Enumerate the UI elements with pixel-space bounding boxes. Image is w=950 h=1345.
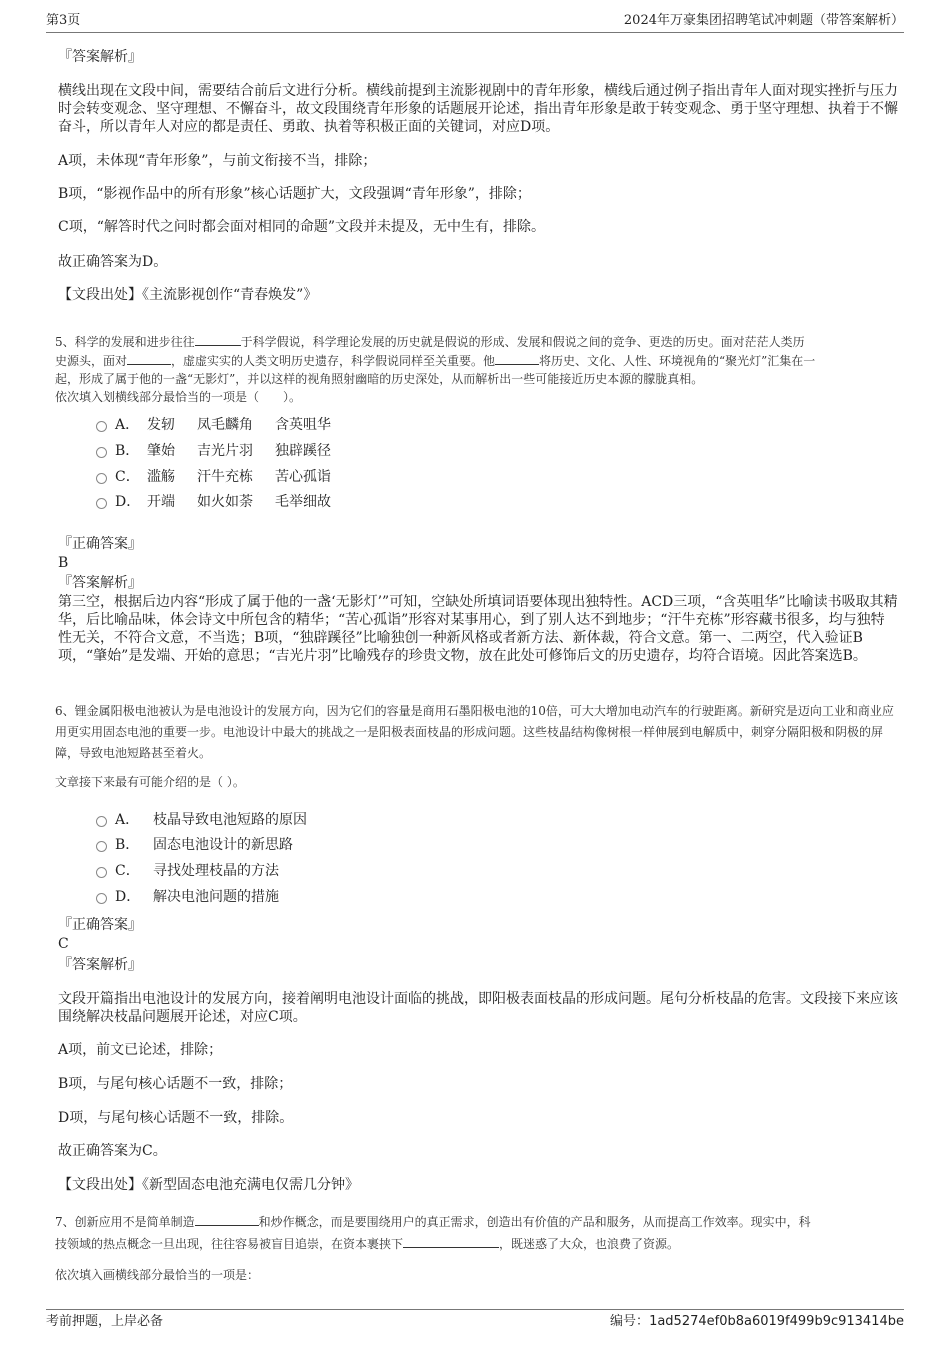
q5-analysis: 第三空，根据后边内容“形成了属于他的一盏‘无影灯’”可知，空缺处所填词语要体现出独特性。ACD三项，“含英咀华”比喻读书吸取其精华，后比喻品味，体会诗文中所包含的精华；“苦心孤诣”形容对某事用心，到了别人达不到地步；“汗牛充栋”形容藏书很多，均与独特性无关，不符合文意，不当选；B项，“独辟蹊径”比喻独创一种新风格或者新方法、新体裁，符合文意。第一、二两空，代入验证B项，“肇始”是发端、开始的意思；“吉光片羽”比喻残存的珍贵文物，放在此处可修饰后文的历史遗存，均符合语境。因此答案选B。 [58,594,898,664]
document-title: 2024年万豪集团招聘笔试冲刺题（带答案解析） [623,13,904,28]
q5-answer-label: 『正确答案』 [58,536,142,552]
q4-option-b-note: B项，“影视作品中的所有形象”核心话题扩大，文段强调“青年形象”，排除； [58,186,531,202]
radio-icon[interactable] [96,447,107,458]
q7-stem-line-2: 技领域的热点概念一旦出现，往往容易被盲目追崇，在资本裹挟下 ，既迷惑了大众，也浪费了资源。 [55,1233,900,1255]
q6-question: 文章接下来最有可能介绍的是（ ）。 [55,775,245,789]
q4-conclusion: 故正确答案为D。 [58,254,168,270]
q6-option-b-note: B项，与尾句核心话题不一致，排除； [58,1076,293,1092]
q4-analysis-text: 横线出现在文段中间，需要结合前后文进行分析。横线前提到主流影视剧中的青年形象，横线后通过例子指出青年人面对现实挫折与压力时会转变观念、坚守理想、不懈奋斗，故文段围绕青年形象的话题展开论述，指出青年形象是敢于转变观念、勇于坚守理想、执着于不懈奋斗，所以青年人对应的都是责任、勇敢、执着等积极正面的关键词，对应D项。 [58,83,898,135]
q6-analysis-label: 『答案解析』 [58,957,142,973]
radio-icon[interactable] [96,473,107,484]
q6-source: 【文段出处】《新型固态电池充满电仅需几分钟》 [58,1177,359,1193]
q5-blank-3 [495,351,539,365]
q5-analysis-label: 『答案解析』 [58,575,142,591]
q6-answer: C [58,936,69,952]
q4-source: 【文段出处】《主流影视创作“青春焕发”》 [58,287,318,303]
q6-option-c[interactable]: C． 寻找处理枝晶的方法 [96,862,279,880]
q7-blank-2 [403,1234,499,1248]
q7-stem [55,1211,900,1255]
radio-icon[interactable] [96,421,107,432]
q6-option-d[interactable]: D． 解决电池问题的措施 [96,888,279,906]
q5-stem-line-3: 起，形成了属于他的一盏“无影灯”，并以这样的视角照射幽暗的历史深处，从而解析出一些可能接近历史本源的朦胧真相。 [55,372,704,386]
q5-stem [55,332,900,406]
radio-icon[interactable] [96,867,107,878]
q5-stem-line-1: 5、科学的发展和进步往往 于科学假说，科学理论发展的历史就是假说的形成、发展和假说之间的竞争、更迭的历史。面对茫茫人类历 [55,332,900,351]
q5-option-b[interactable]: B． 肇始 吉光片羽 独辟蹊径 [96,442,353,460]
q7-blank-1 [195,1212,259,1226]
footer-slogan: 考前押题，上岸必备 [46,1314,164,1329]
page-footer [46,1309,904,1332]
q4-option-c-note: C项，“解答时代之问时都会面对相同的命题”文段并未提及，无中生有，排除。 [58,219,546,235]
q5-option-c[interactable]: C． 滥觞 汗牛充栋 苦心孤诣 [96,468,353,486]
q7-question: 依次填入画横线部分最恰当的一项是： [55,1268,260,1282]
q6-stem: 6、锂金属阳极电池被认为是电池设计的发展方向，因为它们的容量是商用石墨阳极电池的10倍，可大大增加电动汽车的行驶距离。新研究是迈向工业和商业应用更实用固态电池的重要一步。电池设计中最大的挑战之一是阳极表面枝晶的形成问题。这些枝晶结构像树根一样伸展到电解质中，刺穿分隔阳极和阴极的屏障，导致电池短路甚至着火。 [55,704,894,760]
q4-option-a-note: A项，未体现“青年形象”，与前文衔接不当，排除； [58,153,377,169]
q5-stem-line-2: 史源头，面对 ，虚虚实实的人类文明历史遗存，科学假说同样至关重要。他 将历史、文化、人性、环境视角的“聚光灯”汇集在一 [55,351,900,370]
page-number: 第3页 [46,13,81,28]
q5-blank-2 [127,351,171,365]
radio-icon[interactable] [96,841,107,852]
radio-icon[interactable] [96,816,107,827]
radio-icon[interactable] [96,893,107,904]
q5-option-d[interactable]: D． 开端 如火如荼 毛举细故 [96,493,353,511]
q6-analysis: 文段开篇指出电池设计的发展方向，接着阐明电池设计面临的挑战，即阳极表面枝晶的形成问题。尾句分析枝晶的危害。文段接下来应该围绕解决枝晶问题展开论述，对应C项。 [58,991,898,1025]
q6-option-d-note: D项，与尾句核心话题不一致，排除。 [58,1110,294,1126]
q5-blank-1 [195,332,241,346]
radio-icon[interactable] [96,498,107,509]
q5-option-a[interactable]: A． 发轫 凤毛麟角 含英咀华 [96,416,353,434]
q5-stem-question: 依次填入划横线部分最恰当的一项是（ ）。 [55,390,302,404]
q5-answer: B [58,555,69,571]
q7-stem-line-1: 7、创新应用不是简单制造 和炒作概念，而是要围绕用户的真正需求，创造出有价值的产品和服务，从而提高工作效率。现实中，科 [55,1211,900,1233]
page-header [46,12,904,33]
q6-answer-label: 『正确答案』 [58,917,142,933]
q6-conclusion: 故正确答案为C。 [58,1143,167,1159]
q6-option-a-note: A项，前文已论述，排除； [58,1042,223,1058]
q4-analysis-label: 『答案解析』 [58,49,142,65]
q6-option-a[interactable]: A． 枝晶导致电池短路的原因 [96,811,307,829]
q6-option-b[interactable]: B． 固态电池设计的新思路 [96,836,293,854]
footer-id: 编号：1ad5274ef0b8a6019f499b9c913414be [610,1314,904,1329]
